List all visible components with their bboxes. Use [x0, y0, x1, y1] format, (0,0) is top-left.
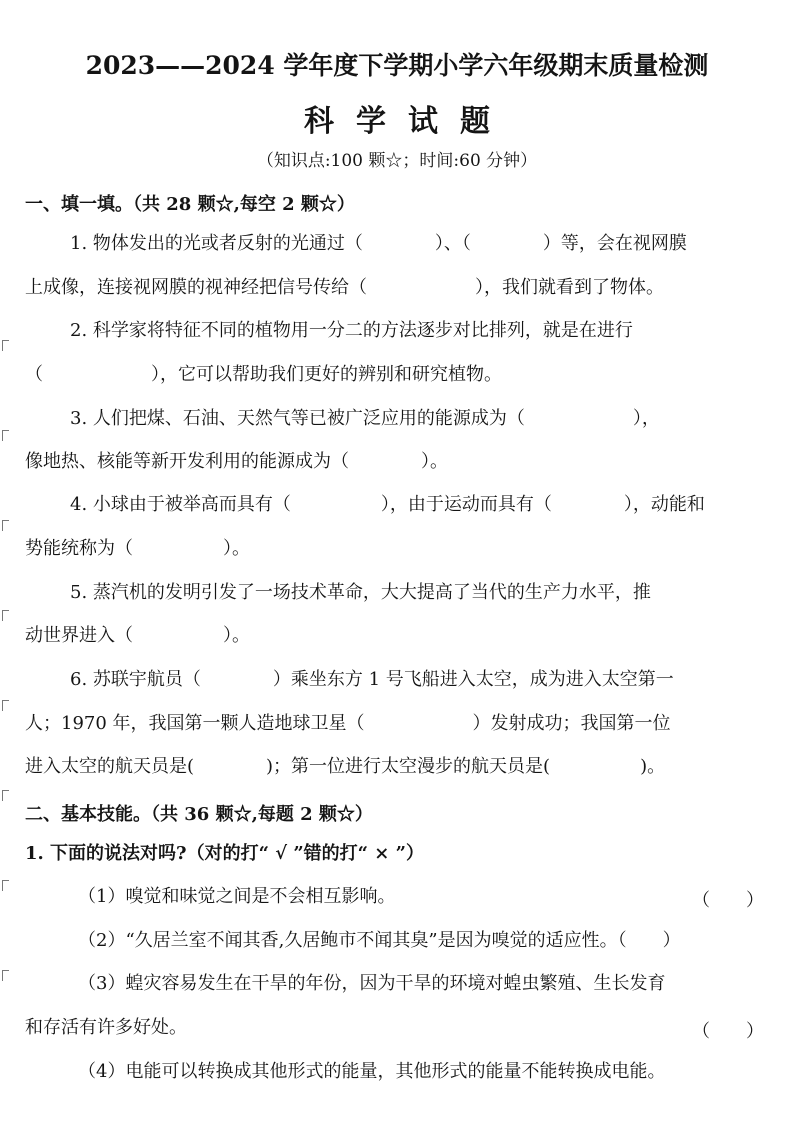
section-1-heading: 一、填一填。（共 28 颗☆,每空 2 颗☆）	[25, 194, 355, 215]
binding-mark	[2, 340, 9, 351]
true-false-item: （3）蝗灾容易发生在干旱的年份，因为干旱的环境对蝗虫繁殖、生长发育	[78, 973, 666, 994]
question-line: 进入太空的航天员是( )；第一位进行太空漫步的航天员是( )。	[25, 756, 666, 777]
true-false-item: 和存活有许多好处。	[25, 1017, 187, 1038]
question-line: 3. 人们把煤、石油、天然气等已被广泛应用的能源成为（ ），	[70, 408, 660, 429]
question-line: 上成像，连接视网膜的视神经把信号传给（ ），我们就看到了物体。	[25, 277, 664, 298]
question-line: 像地热、核能等新开发利用的能源成为（ ）。	[25, 451, 448, 472]
exam-note: （知识点:100 颗☆；时间:60 分钟）	[256, 151, 538, 171]
question-line: 人；1970 年，我国第一颗人造地球卫星（ ）发射成功；我国第一位	[25, 713, 671, 734]
exam-title: 2023——2024 学年度下学期小学六年级期末质量检测	[85, 51, 709, 80]
binding-mark	[2, 520, 9, 531]
answer-paren: （ ）	[692, 1021, 764, 1042]
question-line: 6. 苏联宇航员（ ）乘坐东方 1 号飞船进入太空，成为进入太空第一	[70, 669, 674, 690]
exam-subject-title: 科学试题	[304, 104, 512, 139]
true-false-item: （4）电能可以转换成其他形式的能量，其他形式的能量不能转换成电能。	[78, 1061, 666, 1082]
true-false-item: （1）嗅觉和味觉之间是不会相互影响。	[78, 886, 396, 907]
section-2-heading: 二、基本技能。（共 36 颗☆,每题 2 颗☆）	[25, 804, 373, 825]
question-line: 2. 科学家将特征不同的植物用一分二的方法逐步对比排列，就是在进行	[70, 320, 633, 341]
question-line: （ ），它可以帮助我们更好的辨别和研究植物。	[25, 364, 502, 385]
binding-mark	[2, 610, 9, 621]
question-line: 1. 物体发出的光或者反射的光通过（ ）、（ ）等，会在视网膜	[70, 233, 687, 254]
true-false-question: 1. 下面的说法对吗?（对的打“ √ ”错的打“ × ”）	[25, 843, 424, 864]
question-line: 势能统称为（ ）。	[25, 538, 250, 559]
question-line: 4. 小球由于被举高而具有（ ），由于运动而具有（ ），动能和	[70, 494, 705, 515]
binding-mark	[2, 430, 9, 441]
binding-mark	[2, 880, 9, 891]
question-line: 5. 蒸汽机的发明引发了一场技术革命，大大提高了当代的生产力水平，推	[70, 582, 651, 603]
binding-mark	[2, 700, 9, 711]
true-false-item: （2）“久居兰室不闻其香,久居鲍市不闻其臭”是因为嗅觉的适应性。（ ）	[78, 930, 681, 951]
binding-mark	[2, 970, 9, 981]
question-line: 动世界进入（ ）。	[25, 625, 250, 646]
binding-mark	[2, 790, 9, 801]
answer-paren: （ ）	[692, 890, 764, 911]
